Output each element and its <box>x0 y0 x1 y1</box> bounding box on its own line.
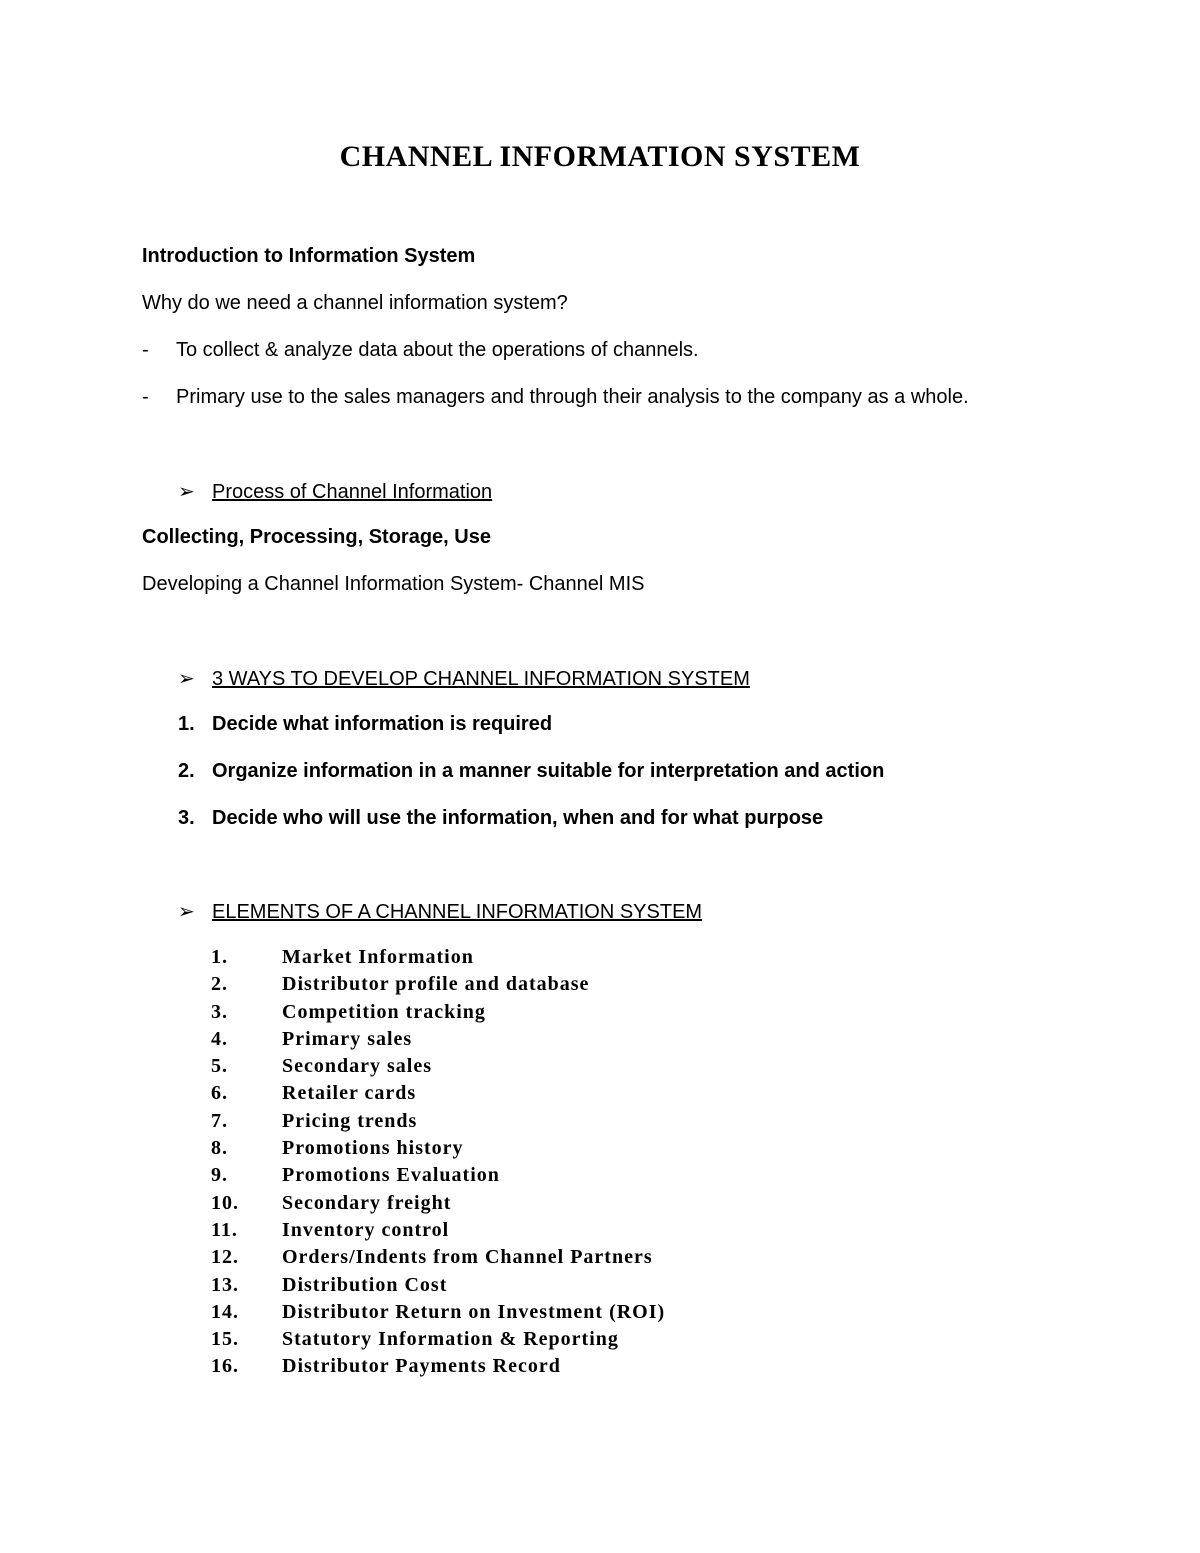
item-number: 16. <box>211 1355 239 1378</box>
item-text: Market Information <box>282 946 474 968</box>
item-text: Competition tracking <box>282 1000 486 1023</box>
item-number: 9. <box>211 1164 228 1187</box>
item-text: Decide what information is required <box>212 713 553 735</box>
item-text: Statutory Information & Reporting <box>282 1328 619 1351</box>
item-number: 3. <box>211 1000 228 1023</box>
list-item <box>211 1190 665 1217</box>
item-text: Promotions Evaluation <box>282 1164 500 1187</box>
section-heading-text: 3 WAYS TO DEVELOP CHANNEL INFORMATION SYSTEM <box>212 668 750 690</box>
dash-marker: - <box>142 386 149 408</box>
item-number: 1. <box>211 946 228 968</box>
item-number: 10. <box>211 1191 239 1214</box>
item-text: Retailer cards <box>282 1082 417 1105</box>
section-heading-text: Process of Channel Information <box>212 481 493 503</box>
item-number: 5. <box>211 1055 228 1078</box>
item-number: 11. <box>211 1218 238 1241</box>
list-item <box>211 999 665 1026</box>
intro-heading: Introduction to Information System <box>142 245 476 267</box>
list-item <box>211 1026 665 1053</box>
item-text: Distributor profile and database <box>282 973 590 996</box>
item-text: Pricing trends <box>282 1109 418 1132</box>
item-number: 6. <box>211 1082 228 1105</box>
item-text: Decide who will use the information, when and for what purpose <box>212 807 824 829</box>
list-item <box>211 1326 665 1353</box>
item-number: 2. <box>211 973 228 996</box>
page-title: CHANNEL INFORMATION SYSTEM <box>339 140 861 173</box>
process-steps: Collecting, Processing, Storage, Use <box>142 526 491 548</box>
list-item <box>211 944 665 971</box>
reason-item <box>142 386 969 409</box>
list-item <box>211 1135 665 1162</box>
item-number: 3. <box>178 807 195 829</box>
list-item <box>211 1108 665 1135</box>
item-text: Secondary freight <box>282 1191 452 1214</box>
elements-section-heading <box>178 899 702 924</box>
list-item <box>211 1353 665 1380</box>
list-item <box>211 1162 665 1189</box>
list-item <box>211 1080 665 1107</box>
item-text: Distribution Cost <box>282 1273 448 1296</box>
item-number: 14. <box>211 1300 239 1323</box>
item-number: 1. <box>178 713 195 735</box>
developing-text: Developing a Channel Information System- Channel MIS <box>142 573 645 595</box>
arrow-bullet-icon: ➢ <box>178 901 195 923</box>
list-item <box>211 971 665 998</box>
item-number: 13. <box>211 1273 239 1296</box>
reason-item <box>142 339 699 362</box>
dash-marker: - <box>142 339 149 361</box>
item-text: Secondary sales <box>282 1055 432 1078</box>
item-number: 7. <box>211 1109 228 1132</box>
item-text: Promotions history <box>282 1137 464 1160</box>
elements-list <box>211 944 665 1381</box>
item-text: Primary sales <box>282 1027 413 1050</box>
item-number: 4. <box>211 1027 228 1050</box>
ways-section-heading <box>178 666 750 691</box>
list-item <box>211 1272 665 1299</box>
question-text: Why do we need a channel information system? <box>142 292 568 314</box>
ways-list-item <box>178 760 884 783</box>
arrow-bullet-icon: ➢ <box>178 481 195 503</box>
item-number: 15. <box>211 1328 239 1351</box>
process-section-heading <box>178 479 492 504</box>
item-text: Distributor Return on Investment (ROI) <box>282 1300 666 1323</box>
item-number: 12. <box>211 1246 239 1269</box>
ways-list-item <box>178 807 823 830</box>
arrow-bullet-icon: ➢ <box>178 668 195 690</box>
list-item <box>211 1244 665 1271</box>
item-number: 2. <box>178 760 195 782</box>
reason-text: Primary use to the sales managers and through their analysis to the company as a whole. <box>176 386 969 408</box>
item-text: Distributor Payments Record <box>282 1355 561 1378</box>
reason-text: To collect & analyze data about the operations of channels. <box>176 339 699 361</box>
ways-list-item <box>178 713 552 736</box>
list-item <box>211 1299 665 1326</box>
list-item <box>211 1053 665 1080</box>
item-text: Orders/Indents from Channel Partners <box>282 1246 653 1269</box>
section-heading-text: ELEMENTS OF A CHANNEL INFORMATION SYSTEM <box>212 901 703 923</box>
item-number: 8. <box>211 1137 228 1160</box>
item-text: Inventory control <box>282 1218 450 1241</box>
list-item <box>211 1217 665 1244</box>
item-text: Organize information in a manner suitable for interpretation and action <box>212 760 885 782</box>
